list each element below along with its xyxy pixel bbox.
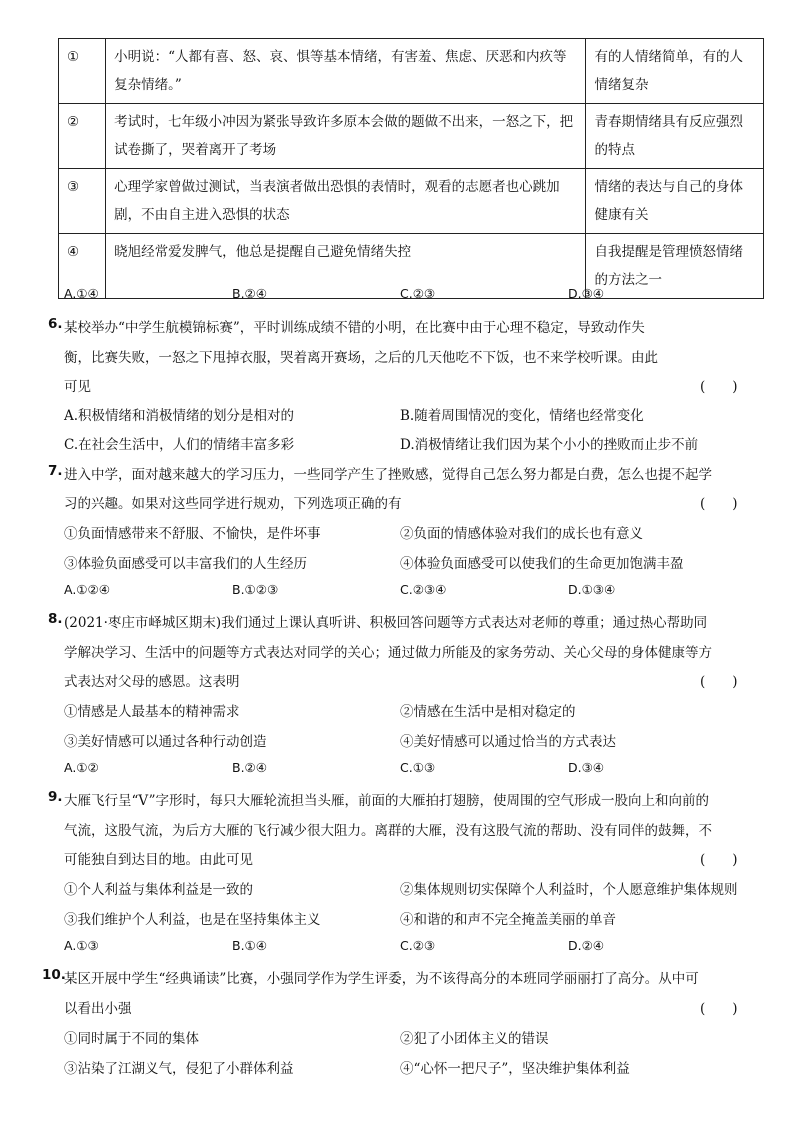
statement-item: ③沾染了江湖义气，侵犯了小群体利益	[64, 1061, 294, 1077]
option-c[interactable]: C.②③	[400, 938, 436, 953]
row-description: 考试时，七年级小冲因为紧张导致许多原本会做的题做不出来，一怒之下，把试卷撕了，哭着离开了考场	[106, 104, 586, 169]
statement-item: ①个人利益与集体利益是一致的	[64, 882, 253, 898]
question-stem-line: 可见	[64, 379, 91, 395]
option-b[interactable]: B.随着周围情况的变化，情绪也经常变化	[400, 408, 644, 424]
option-b[interactable]: B.②④	[232, 286, 267, 301]
question-number: 8.	[48, 611, 63, 627]
row-description: 心理学家曾做过测试，当表演者做出恐惧的表情时，观看的志愿者也心跳加剧，不由自主进入恐惧的状态	[106, 169, 586, 234]
question-number: 9.	[48, 789, 63, 805]
option-a[interactable]: A.积极情绪和消极情绪的划分是相对的	[64, 408, 295, 424]
option-c[interactable]: C.②③	[400, 286, 436, 301]
statement-item: ④体验负面感受可以使我们的生命更加饱满丰盈	[400, 556, 684, 572]
question-stem-line: 衡，比赛失败，一怒之下甩掉衣服，哭着离开赛场，之后的几天他吃不下饭，也不来学校听课。由此	[64, 350, 658, 366]
question-number: 7.	[48, 463, 63, 479]
row-conclusion: 自我提醒是管理愤怒情绪的方法之一	[586, 234, 764, 299]
question-stem-line: 某校举办“中学生航模锦标赛”，平时训练成绩不错的小明，在比赛中由于心理不稳定，导致动作失	[64, 320, 645, 336]
row-number: ③	[59, 169, 106, 234]
option-d[interactable]: D.③④	[568, 286, 605, 301]
statement-item: ③体验负面感受可以丰富我们的人生经历	[64, 556, 307, 572]
statement-item: ③美好情感可以通过各种行动创造	[64, 734, 267, 750]
statement-item: ④和谐的和声不完全掩盖美丽的单音	[400, 912, 616, 928]
row-conclusion: 有的人情绪简单，有的人情绪复杂	[586, 39, 764, 104]
option-a[interactable]: A.①④	[64, 286, 99, 301]
row-number: ①	[59, 39, 106, 104]
option-a[interactable]: A.①③	[64, 938, 99, 953]
option-c[interactable]: C.在社会生活中，人们的情绪丰富多彩	[64, 437, 295, 453]
row-description: 晓旭经常爱发脾气，他总是提醒自己避免情绪失控	[106, 234, 586, 299]
option-d[interactable]: D.②④	[568, 938, 605, 953]
question-stem-line: 大雁飞行呈“V”字形时，每只大雁轮流担当头雁，前面的大雁拍打翅膀，使周围的空气形成一股向上和向前的	[64, 793, 710, 809]
row-conclusion: 青春期情绪具有反应强烈的特点	[586, 104, 764, 169]
question-stem-line: 某区开展中学生“经典诵读”比赛，小强同学作为学生评委，为不该得高分的本班同学丽丽打了高分。从中可	[64, 971, 699, 987]
statement-item: ①情感是人最基本的精神需求	[64, 704, 240, 720]
question-stem-line: 学解决学习、生活中的问题等方式表达对同学的关心；通过做力所能及的家务劳动、关心父母的身体健康等方	[64, 645, 712, 661]
table-row	[59, 104, 764, 169]
question-number: 6.	[48, 316, 63, 332]
option-a[interactable]: A.①②	[64, 760, 99, 775]
option-b[interactable]: B.①④	[232, 938, 267, 953]
statement-item: ①同时属于不同的集体	[64, 1031, 199, 1047]
row-conclusion: 情绪的表达与自己的身体健康有关	[586, 169, 764, 234]
answer-blank[interactable]: ( )	[700, 852, 738, 868]
question-stem-line: 气流，这股气流，为后方大雁的飞行减少很大阻力。离群的大雁，没有这股气流的帮助、没有同伴的鼓舞，不	[64, 823, 712, 839]
row-number: ②	[59, 104, 106, 169]
question-stem-line: 进入中学，面对越来越大的学习压力，一些同学产生了挫败感，觉得自己怎么努力都是白费，怎么也提不起学	[64, 467, 712, 483]
answer-blank[interactable]: ( )	[700, 1001, 738, 1017]
statement-item: ④美好情感可以通过恰当的方式表达	[400, 734, 616, 750]
statement-item: ②犯了小团体主义的错误	[400, 1031, 549, 1047]
option-d[interactable]: D.①③④	[568, 582, 616, 597]
option-b[interactable]: B.①②③	[232, 582, 279, 597]
answer-blank[interactable]: ( )	[700, 496, 738, 512]
statement-item: ①负面情感带来不舒服、不愉快，是件坏事	[64, 526, 321, 542]
question-stem-line: 式表达对父母的感恩。这表明	[64, 674, 240, 690]
question-stem-line: 习的兴趣。如果对这些同学进行规劝，下列选项正确的有	[64, 496, 402, 512]
answer-blank[interactable]: ( )	[700, 379, 738, 395]
statement-item: ④“心怀一把尺子”，坚决维护集体利益	[400, 1061, 630, 1077]
statement-item: ②情感在生活中是相对稳定的	[400, 704, 576, 720]
option-d[interactable]: D.③④	[568, 760, 605, 775]
option-d[interactable]: D.消极情绪让我们因为某个小小的挫败而止步不前	[400, 437, 699, 453]
statement-item: ②负面的情感体验对我们的成长也有意义	[400, 526, 643, 542]
table-row	[59, 39, 764, 104]
statement-item: ③我们维护个人利益，也是在坚持集体主义	[64, 912, 321, 928]
row-description: 小明说：“人都有喜、怒、哀、惧等基本情绪，有害羞、焦虑、厌恶和内疚等复杂情绪。”	[106, 39, 586, 104]
question-stem-line: 以看出小强	[64, 1001, 132, 1017]
statement-item: ②集体规则切实保障个人利益时，个人愿意维护集体规则	[400, 882, 738, 898]
option-c[interactable]: C.②③④	[400, 582, 447, 597]
table-row	[59, 169, 764, 234]
question-stem-line: 可能独自到达目的地。由此可见	[64, 852, 253, 868]
answer-blank[interactable]: ( )	[700, 674, 738, 690]
question-number: 10.	[42, 967, 66, 983]
option-a[interactable]: A.①②④	[64, 582, 110, 597]
question-stem-line: (2021·枣庄市峄城区期末)我们通过上课认真听讲、积极回答问题等方式表达对老师的尊重；通过热心帮助同	[64, 615, 708, 631]
row-number: ④	[59, 234, 106, 299]
option-b[interactable]: B.②④	[232, 760, 267, 775]
option-c[interactable]: C.①③	[400, 760, 436, 775]
statement-table	[58, 38, 764, 299]
